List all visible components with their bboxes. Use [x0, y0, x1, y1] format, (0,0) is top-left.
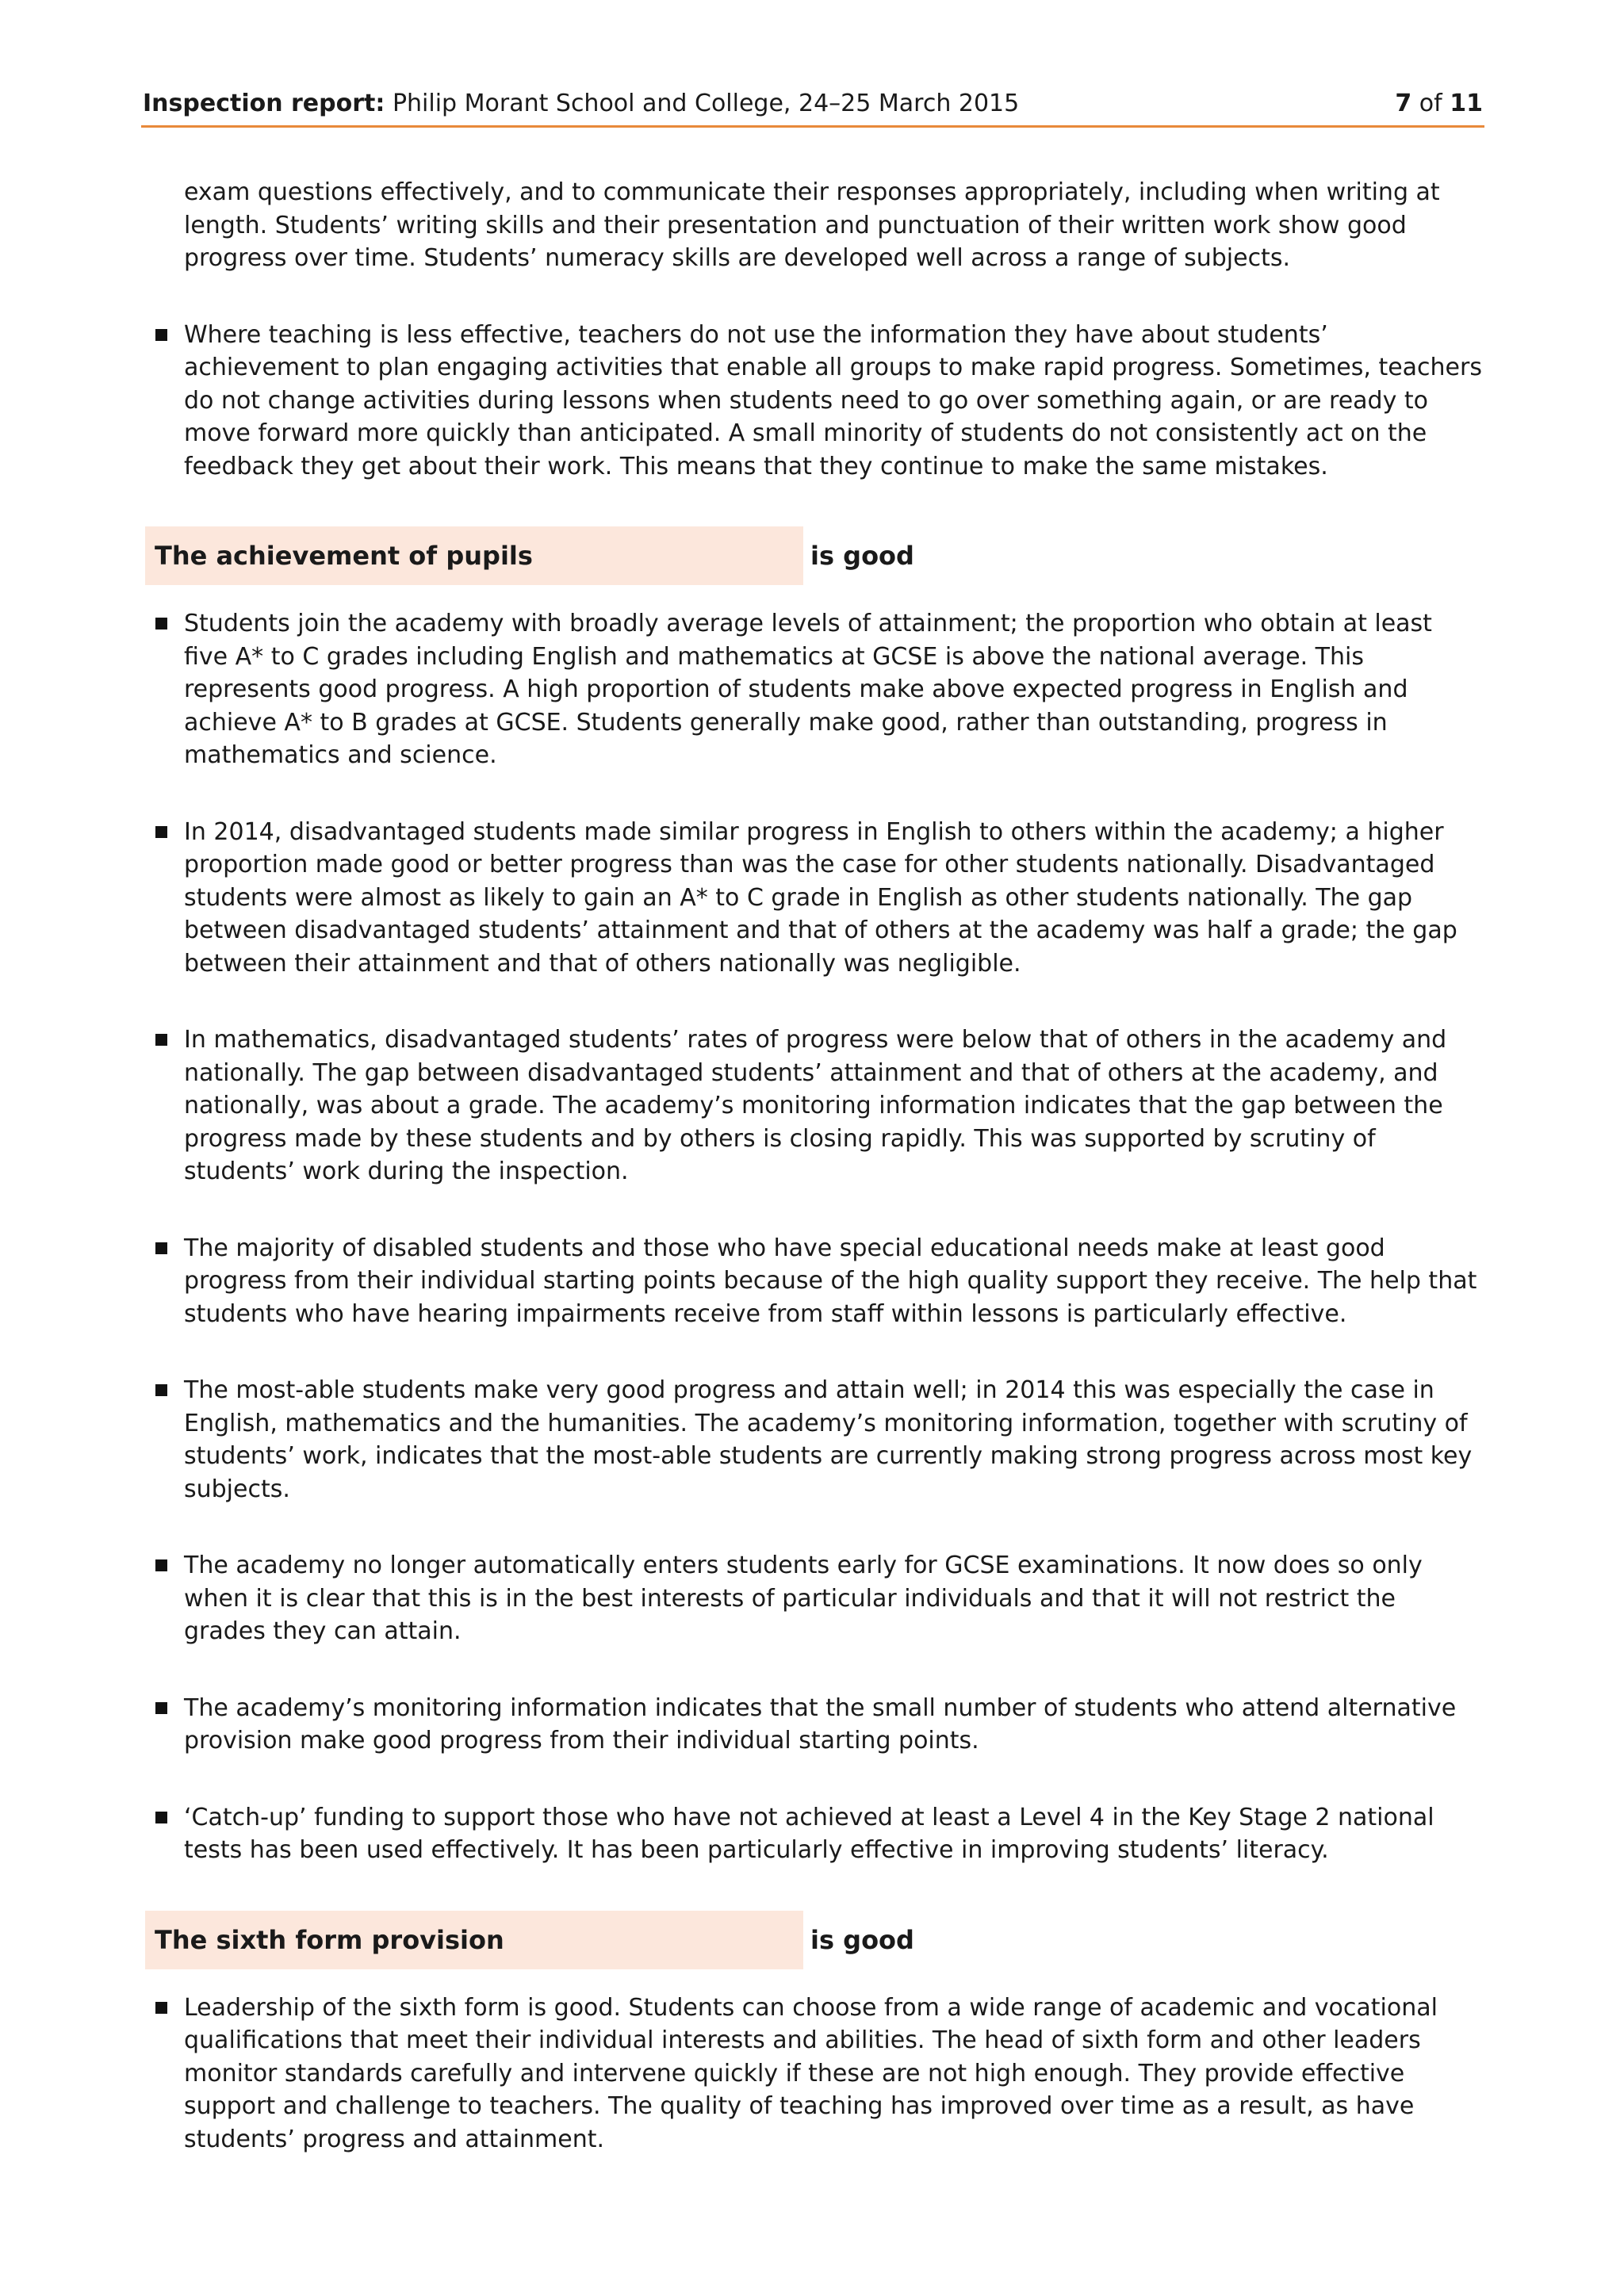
bullet-item: [143, 319, 1483, 484]
header-label: Inspection report:: [143, 90, 385, 117]
bullet-text: The majority of disabled students and those who have special educational needs make at least good progress from their individual starting points because of the high quality support they receive. The help that students who have hearing impairments receive from staff within lessons is particularly effective.: [184, 1234, 1477, 1328]
square-bullet-icon: [155, 618, 167, 629]
bullet-item: [143, 1232, 1483, 1331]
section-grade: is good: [810, 1924, 914, 1955]
square-bullet-icon: [155, 1242, 167, 1254]
page-header: [143, 84, 1483, 124]
bullet-text: ‘Catch-up’ funding to support those who have not achieved at least a Level 4 in the Key Stage 2 national tests has been used effectively. It has been particularly effective in improving students’ literacy.: [184, 1803, 1434, 1864]
square-bullet-icon: [155, 826, 167, 838]
bullet-item: [143, 1992, 1483, 2156]
square-bullet-icon: [155, 2002, 167, 2014]
bullet-item: [143, 1692, 1483, 1758]
bullet-item: [143, 1801, 1483, 1867]
section-grade: is good: [810, 541, 914, 571]
section-heading-achievement: [143, 526, 1483, 585]
square-bullet-icon: [155, 1384, 167, 1396]
bullet-text: In 2014, disadvantaged students made similar progress in English to others within the academy; a higher proportion made good or better progress than was the case for other students nationally. Disadvantaged students were almost as likely to gain an A* to C grade in English as other students nationally. The gap between disadvantaged students’ attainment and that of others at the academy was half a grade; the gap between their attainment and that of others nationally was negligible.: [184, 817, 1457, 978]
section-heading-sixth-form: [143, 1911, 1483, 1969]
bullet-text: The academy’s monitoring information indicates that the small number of students who attend alternative provision make good progress from their individual starting points.: [184, 1693, 1457, 1755]
section-title: The sixth form provision: [145, 1911, 803, 1969]
bullet-item: [143, 1549, 1483, 1648]
bullet-item: [143, 1024, 1483, 1188]
square-bullet-icon: [155, 1034, 167, 1046]
bullet-item: [143, 1374, 1483, 1506]
square-bullet-icon: [155, 329, 167, 341]
page-total: 11: [1450, 90, 1483, 117]
square-bullet-icon: [155, 1559, 167, 1571]
square-bullet-icon: [155, 1812, 167, 1823]
bullet-text: Leadership of the sixth form is good. Students can choose from a wide range of academic and vocational qualifications that meet their individual interests and abilities. The head of sixth form and other leaders monitor standards carefully and intervene quickly if these are not high enough. They provide effective support and challenge to teachers. The quality of teaching has improved over time as a result, as have students’ progress and attainment.: [184, 1993, 1438, 2153]
square-bullet-icon: [155, 1702, 167, 1714]
page-of: of: [1419, 90, 1442, 117]
section-title: The achievement of pupils: [145, 526, 803, 585]
bullet-text: Where teaching is less effective, teachers do not use the information they have about students’ achievement to plan engaging activities that enable all groups to make rapid progress. Sometimes, teachers do not change activities during lessons when students need to go over something again, or are ready to move forward more quickly than anticipated. A small minority of students do not consistently act on the feedback they get about their work. This means that they continue to make the same mistakes.: [184, 320, 1482, 480]
page-number: [1395, 84, 1483, 124]
page-current: 7: [1395, 90, 1412, 117]
bullet-text: In mathematics, disadvantaged students’ rates of progress were below that of others in the academy and nationally. The gap between disadvantaged students’ attainment and that of others at the academy, and nationally, was about a grade. The academy’s monitoring information indicates that the gap between the progress made by these students and by others is closing rapidly. This was supported by scrutiny of students’ work during the inspection.: [184, 1026, 1447, 1185]
report-content: [143, 176, 1483, 2199]
header-rule: [141, 125, 1484, 128]
bullet-text: The most-able students make very good progress and attain well; in 2014 this was especially the case in English, mathematics and the humanities. The academy’s monitoring information, together with scrutiny of students’ work, indicates that the most-able students are currently making strong progress across most key subjects.: [184, 1376, 1473, 1503]
bullet-item: [143, 816, 1483, 981]
bullet-text: The academy no longer automatically enters students early for GCSE examinations. It now does so only when it is clear that this is in the best interests of particular individuals and that it will not restrict the grades they can attain.: [184, 1552, 1423, 1645]
bullet-text: Students join the academy with broadly average levels of attainment; the proportion who obtain at least five A* to C grades including English and mathematics at GCSE is above the national average. This represents good progress. A high proportion of students make above expected progress in English and achieve A* to B grades at GCSE. Students generally make good, rather than outstanding, progress in mathematics and science.: [184, 610, 1432, 769]
continued-paragraph: exam questions effectively, and to communicate their responses appropriately, including when writing at length. Students’ writing skills and their presentation and punctuation of their written work show good progress over time. Students’ numeracy skills are developed well across a range of subjects.: [184, 178, 1440, 272]
bullet-item: [143, 607, 1483, 772]
header-title: Philip Morant School and College, 24–25 March 2015: [392, 90, 1020, 117]
